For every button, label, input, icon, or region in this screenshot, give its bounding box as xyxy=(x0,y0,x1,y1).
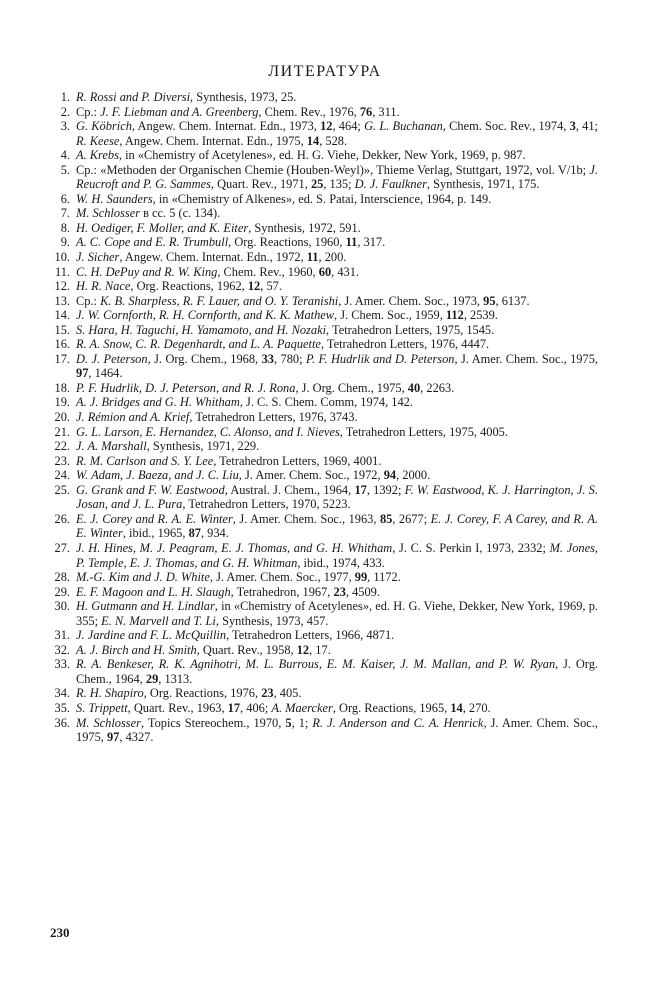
reference-text xyxy=(76,192,491,206)
reference-text xyxy=(76,410,358,424)
reference-number: 31. xyxy=(54,628,70,643)
author-names: J. H. Hines, M. J. Peagram, E. J. Thomas, and G. H. Whitham xyxy=(76,540,393,555)
reference-text xyxy=(76,716,598,745)
citation-text: , 934. xyxy=(200,526,229,541)
author-names: R. A. Snow, C. R. Degenhardt, and L. A. Paquette xyxy=(76,337,321,352)
reference-number: 35. xyxy=(54,700,70,715)
citation-text: , 4327. xyxy=(119,730,154,745)
citation-text: , J. Chem. Soc., 1959, xyxy=(334,308,446,323)
author-names: M. Jones, P. Temple, E. J. Thomas, and G. H. Whitman xyxy=(76,540,599,570)
reference-number: 8. xyxy=(60,220,70,235)
reference-item xyxy=(50,235,598,250)
author-names: D. J. Peterson xyxy=(76,351,148,366)
reference-number: 34. xyxy=(54,686,70,701)
citation-text: , 311. xyxy=(372,104,400,119)
volume-number: 23 xyxy=(333,584,346,599)
citation-text: , Austral. J. Chem., 1964, xyxy=(224,482,355,497)
volume-number: 17 xyxy=(354,482,367,497)
reference-item xyxy=(50,352,598,381)
volume-number: 11 xyxy=(306,250,319,265)
author-names: R. A. Benkeser, R. K. Agnihotri, M. L. Burrous, E. M. Kaiser, J. M. Mallan, and P. W. Ryan xyxy=(76,657,556,672)
citation-text: , Angew. Chem. Internat. Edn., 1972, xyxy=(119,250,307,265)
reference-text xyxy=(76,221,361,235)
citation-text: Cp.: xyxy=(76,293,101,308)
reference-text xyxy=(76,599,598,628)
reference-text xyxy=(76,148,526,162)
citation-text: , 1; xyxy=(291,715,313,730)
citation-text: , 41; xyxy=(575,119,598,134)
reference-number: 3. xyxy=(60,119,70,134)
volume-number: 33 xyxy=(261,351,274,366)
volume-number: 14 xyxy=(450,700,463,715)
citation-text: , ibid., 1974, 433. xyxy=(297,555,385,570)
reference-number: 32. xyxy=(54,642,70,657)
volume-number: 60 xyxy=(318,264,332,279)
author-names: S. Hara, H. Taguchi, H. Yamamoto, and H. Nozaki xyxy=(76,322,327,337)
author-names: J. Reucroft and P. G. Sammes xyxy=(76,162,598,192)
reference-number: 21. xyxy=(54,424,70,439)
reference-text xyxy=(76,308,498,322)
volume-number: 12 xyxy=(247,279,261,294)
reference-number: 5. xyxy=(60,162,70,177)
reference-item xyxy=(50,643,598,658)
reference-number: 22. xyxy=(54,439,70,454)
reference-text xyxy=(76,512,598,541)
reference-number: 18. xyxy=(54,380,70,395)
volume-number: 97 xyxy=(106,730,120,745)
reference-number: 23. xyxy=(54,453,70,468)
author-names: M. Schlosser xyxy=(76,206,141,221)
citation-text: , Tetrahedron Letters, 1976, 3743. xyxy=(189,410,358,425)
reference-text xyxy=(76,250,346,264)
page-title: ЛИТЕРАТУРА xyxy=(268,63,382,80)
author-names: K. B. Sharpless, R. F. Lauer, and O. Y. Teranishi xyxy=(100,293,339,308)
reference-text xyxy=(76,483,598,512)
citation-text: , Org. Reactions, 1976, xyxy=(143,686,262,701)
reference-text xyxy=(76,323,494,337)
author-names: H. Gutmann and H. Lindlar xyxy=(76,599,215,614)
author-names: J. A. Marshall xyxy=(76,439,147,454)
author-names: E. J. Corey and R. A. E. Winter xyxy=(76,511,233,526)
reference-item xyxy=(50,105,598,120)
citation-text: , J. Amer. Chem. Soc., 1963, xyxy=(232,511,380,526)
citation-text: , Chem. Rev., 1976, xyxy=(258,104,360,119)
citation-text: , Angew. Chem. Internat. Edn., 1973, xyxy=(131,119,321,134)
author-names: R. H. Shapiro xyxy=(76,686,144,701)
reference-number: 13. xyxy=(54,293,70,308)
citation-text: , 431. xyxy=(331,264,360,279)
author-names: J. Rémion and A. Krief xyxy=(76,410,190,425)
citation-text: , 2000. xyxy=(396,468,431,483)
citation-text: , Angew. Chem. Internat. Edn., 1975, xyxy=(119,133,307,148)
reference-number: 2. xyxy=(60,104,70,119)
reference-text xyxy=(76,425,508,439)
author-names: J. F. Liebman and A. Greenberg xyxy=(100,104,259,119)
reference-item xyxy=(50,483,598,512)
citation-text: , 406; xyxy=(240,700,272,715)
citation-text: , Quart. Rev., 1963, xyxy=(127,700,228,715)
reference-text xyxy=(76,90,296,104)
reference-item xyxy=(50,628,598,643)
page-number: 230 xyxy=(50,925,70,940)
volume-number: 97 xyxy=(76,366,89,381)
reference-item xyxy=(50,221,598,236)
citation-text: , J. Amer. Chem. Soc., 1975, xyxy=(454,351,598,366)
author-names: D. J. Faulkner xyxy=(354,177,427,192)
author-names: M. Schlosser xyxy=(76,715,141,730)
reference-item xyxy=(50,294,598,309)
author-names: M.-G. Kim and J. D. White xyxy=(76,570,210,585)
citation-text: , 405. xyxy=(273,686,302,701)
reference-text xyxy=(76,279,282,293)
citation-text: , 2263. xyxy=(420,380,455,395)
volume-number: 40 xyxy=(407,380,421,395)
citation-text: Cp.: xyxy=(76,104,101,119)
reference-text xyxy=(76,119,598,148)
citation-text: , ibid., 1965, xyxy=(122,526,189,541)
reference-text xyxy=(76,265,359,279)
reference-text xyxy=(76,701,491,715)
citation-text: , 2677; xyxy=(392,511,431,526)
author-names: P. F. Hudrlik and D. Peterson xyxy=(305,351,455,366)
citation-text: , Synthesis, 1971, 229. xyxy=(146,439,260,454)
reference-item xyxy=(50,657,598,686)
reference-text xyxy=(76,337,489,351)
author-names: W. H. Saunders xyxy=(76,191,153,206)
citation-text: , J. Org. Chem., 1968, xyxy=(147,351,262,366)
reference-item xyxy=(50,148,598,163)
reference-number: 15. xyxy=(54,322,70,337)
citation-text: , Chem. Soc. Rev., 1974, xyxy=(442,119,570,134)
reference-number: 36. xyxy=(54,715,70,730)
reference-item xyxy=(50,410,598,425)
reference-text xyxy=(76,686,301,700)
volume-number: 5 xyxy=(285,715,292,730)
reference-number: 1. xyxy=(60,90,70,104)
citation-text: , J. C. S. Chem. Comm, 1974, 142. xyxy=(239,395,413,410)
reference-number: 16. xyxy=(54,337,70,352)
reference-item xyxy=(50,206,598,221)
reference-number: 33. xyxy=(54,657,70,672)
reference-text xyxy=(76,643,331,657)
reference-number: 19. xyxy=(54,395,70,410)
reference-number: 14. xyxy=(54,308,70,323)
reference-text xyxy=(76,541,598,570)
volume-number: 25 xyxy=(310,177,324,192)
reference-text xyxy=(76,468,430,482)
reference-number: 6. xyxy=(60,191,70,206)
author-names: W. Adam, J. Baeza, and J. C. Liu xyxy=(76,468,239,483)
citation-text: , 780; xyxy=(273,351,306,366)
reference-number: 26. xyxy=(54,511,70,526)
citation-text: , Synthesis, 1973, 457. xyxy=(215,613,329,628)
volume-number: 29 xyxy=(145,671,159,686)
author-names: A. Maercker xyxy=(271,700,333,715)
reference-number: 25. xyxy=(54,482,70,497)
author-names: G. Köbrich xyxy=(76,119,132,134)
reference-text xyxy=(76,454,381,468)
citation-text: , Tetrahedron Letters, 1969, 4001. xyxy=(213,453,382,468)
reference-text xyxy=(76,657,598,686)
citation-text: , J. Amer. Chem. Soc., 1975, xyxy=(76,715,599,745)
volume-number: 11 xyxy=(345,235,358,250)
volume-number: 3 xyxy=(569,119,576,134)
citation-text: , Org. Reactions, 1960, xyxy=(228,235,346,250)
reference-text xyxy=(76,105,400,119)
reference-text xyxy=(76,585,380,599)
author-names: R. M. Carlson and S. Y. Lee xyxy=(76,453,214,468)
citation-text: , 135; xyxy=(323,177,355,192)
reference-number: 4. xyxy=(60,148,70,163)
reference-text xyxy=(76,381,454,395)
volume-number: 94 xyxy=(383,468,397,483)
author-names: A. Krebs xyxy=(76,148,119,163)
author-names: G. L. Buchanan xyxy=(364,119,443,134)
reference-item xyxy=(50,468,598,483)
reference-item xyxy=(50,90,598,105)
citation-text: , J. Amer. Chem. Soc., 1972, xyxy=(238,468,384,483)
reference-text xyxy=(76,206,220,220)
citation-text: , Org. Reactions, 1965, xyxy=(332,700,451,715)
citation-text: , 317. xyxy=(357,235,386,250)
reference-number: 20. xyxy=(54,410,70,425)
reference-item xyxy=(50,716,598,745)
reference-number: 10. xyxy=(54,250,70,265)
reference-item xyxy=(50,279,598,294)
volume-number: 12 xyxy=(320,119,333,134)
author-names: J. W. Cornforth, R. H. Cornforth, and K. K. Mathew xyxy=(76,308,335,323)
reference-item xyxy=(50,250,598,265)
citation-text: , Tetrahedron Letters, 1975, 1545. xyxy=(326,322,495,337)
reference-number: 27. xyxy=(54,540,70,555)
author-names: G. Grank and F. W. Eastwood xyxy=(76,482,225,497)
reference-item xyxy=(50,454,598,469)
reference-item xyxy=(50,439,598,454)
volume-number: 76 xyxy=(359,104,373,119)
citation-text: , J. Org. Chem., 1975, xyxy=(295,380,408,395)
citation-text: , 528. xyxy=(319,133,348,148)
reference-item xyxy=(50,381,598,396)
volume-number: 17 xyxy=(227,700,241,715)
reference-number: 29. xyxy=(54,584,70,599)
volume-number: 12 xyxy=(296,642,310,657)
reference-item xyxy=(50,163,598,192)
citation-text: , Synthesis, 1971, 175. xyxy=(426,177,540,192)
reference-item xyxy=(50,701,598,716)
reference-item xyxy=(50,425,598,440)
citation-text: , 17. xyxy=(309,642,331,657)
volume-number: 99 xyxy=(354,570,368,585)
reference-text xyxy=(76,628,394,642)
reference-item xyxy=(50,512,598,541)
author-names: J. Sicher xyxy=(76,250,120,265)
reference-item xyxy=(50,337,598,352)
volume-number: 87 xyxy=(188,526,201,541)
reference-text xyxy=(76,570,401,584)
reference-number: 30. xyxy=(54,599,70,614)
citation-text: , 1313. xyxy=(158,671,193,686)
reference-number: 24. xyxy=(54,468,70,483)
author-names: E. J. Corey, F. A Carey, and R. A. E. Winter xyxy=(76,511,598,541)
volume-number: 85 xyxy=(379,511,393,526)
reference-item xyxy=(50,265,598,280)
author-names: R. Rossi and P. Diversi xyxy=(76,90,191,104)
citation-text: , Tetrahedron Letters, 1975, 4005. xyxy=(339,424,508,439)
reference-number: 28. xyxy=(54,570,70,585)
citation-text: , 1392; xyxy=(366,482,405,497)
citation-text: , Tetrahedron, 1967, xyxy=(230,584,334,599)
citation-text: , 57. xyxy=(260,279,282,294)
author-names: S. Trippett xyxy=(76,700,128,715)
author-names: A. J. Bridges and G. H. Whitham xyxy=(76,395,240,410)
author-names: H. Oediger, F. Moller, and K. Eiter xyxy=(76,220,249,235)
author-names: E. F. Magoon and L. H. Slaugh xyxy=(76,584,231,599)
citation-text: , in «Chemistry of Alkenes», ed. S. Patai, Interscience, 1964, p. 149. xyxy=(152,191,492,206)
citation-text: , 270. xyxy=(462,700,491,715)
reference-item xyxy=(50,599,598,628)
citation-text: , in «Chemistry of Acetylenes», ed. H. G. Viehe, Dekker, New York, 1969, p. 355; xyxy=(76,599,598,628)
author-names: A. C. Cope and E. R. Trumbull xyxy=(76,235,229,250)
author-names: A. J. Birch and H. Smith xyxy=(76,642,197,657)
reference-number: 17. xyxy=(54,351,70,366)
author-names: C. H. DePuy and R. W. King xyxy=(76,264,218,279)
author-names: P. F. Hudrlik, D. J. Peterson, and R. J. Rona xyxy=(76,380,296,395)
reference-text xyxy=(76,439,259,453)
author-names: R. Keese xyxy=(76,133,120,148)
reference-item xyxy=(50,570,598,585)
citation-text: , 6137. xyxy=(495,293,530,308)
citation-text: , 4509. xyxy=(345,584,380,599)
citation-text: , Tetrahedron Letters, 1970, 5223. xyxy=(182,497,351,512)
author-names: H. R. Nace xyxy=(76,279,131,294)
reference-item xyxy=(50,585,598,600)
citation-text: , Tetrahedron Letters, 1966, 4871. xyxy=(226,628,395,643)
reference-number: 7. xyxy=(60,206,70,221)
citation-text: , 1172. xyxy=(367,570,401,585)
citation-text: , J. C. S. Perkin I, 1973, 2332; xyxy=(392,540,550,555)
reference-item xyxy=(50,119,598,148)
citation-text: , J. Amer. Chem. Soc., 1977, xyxy=(209,570,355,585)
citation-text: , 200. xyxy=(318,250,347,265)
citation-text: , Synthesis, 1972, 591. xyxy=(248,220,361,235)
citation-text: , Synthesis, 1973, 25. xyxy=(190,90,297,104)
citation-text: , Org. Reactions, 1962, xyxy=(130,279,248,294)
volume-number: 23 xyxy=(261,686,274,701)
volume-number: 14 xyxy=(306,133,320,148)
citation-text: , in «Chemistry of Acetylenes», ed. H. G. Viehe, Dekker, New York, 1969, p. 987. xyxy=(118,148,526,163)
author-names: G. L. Larson, E. Hernandez, C. Alonso, and I. Nieves xyxy=(76,424,340,439)
citation-text: , 2539. xyxy=(463,308,498,323)
reference-item xyxy=(50,308,598,323)
author-names: E. N. Marvell and T. Li xyxy=(101,613,216,628)
reference-item xyxy=(50,686,598,701)
citation-text: Cp.: «Methoden der Organischen Chemie (Houben-Weyl)», Thieme Verlag, Stuttgart, 1972, vol. V/1b; xyxy=(76,162,590,177)
citation-text: , Tetrahedron Letters, 1976, 4447. xyxy=(320,337,490,352)
citation-text: , Quart. Rev., 1971, xyxy=(210,177,311,192)
citation-text: , Topics Stereochem., 1970, xyxy=(140,715,286,730)
citation-text: , J. Org. Chem., 1964, xyxy=(76,657,598,686)
volume-number: 95 xyxy=(483,293,496,308)
reference-list xyxy=(50,90,598,745)
citation-text: , 464; xyxy=(332,119,365,134)
citation-text: , Chem. Rev., 1960, xyxy=(217,264,319,279)
author-names: F. W. Eastwood, K. J. Harrington, J. S. Josan, and J. L. Pura xyxy=(76,482,598,512)
citation-text: , J. Amer. Chem. Soc., 1973, xyxy=(338,293,484,308)
citation-text: , Quart. Rev., 1958, xyxy=(196,642,297,657)
reference-text xyxy=(76,235,385,249)
reference-number: 9. xyxy=(60,235,70,250)
author-names: R. J. Anderson and C. A. Henrick xyxy=(312,715,484,730)
reference-item xyxy=(50,541,598,570)
reference-item xyxy=(50,323,598,338)
citation-text: , 1464. xyxy=(88,366,123,381)
reference-text xyxy=(76,163,598,192)
citation-text: в сс. 5 (с. 134). xyxy=(140,206,221,221)
reference-text xyxy=(76,352,598,381)
reference-number: 12. xyxy=(54,279,70,294)
reference-item xyxy=(50,395,598,410)
reference-text xyxy=(76,294,530,308)
author-names: J. Jardine and F. L. McQuillin xyxy=(76,628,227,643)
reference-number: 11. xyxy=(54,264,70,279)
volume-number: 112 xyxy=(445,308,464,323)
reference-item xyxy=(50,192,598,207)
reference-text xyxy=(76,395,413,409)
